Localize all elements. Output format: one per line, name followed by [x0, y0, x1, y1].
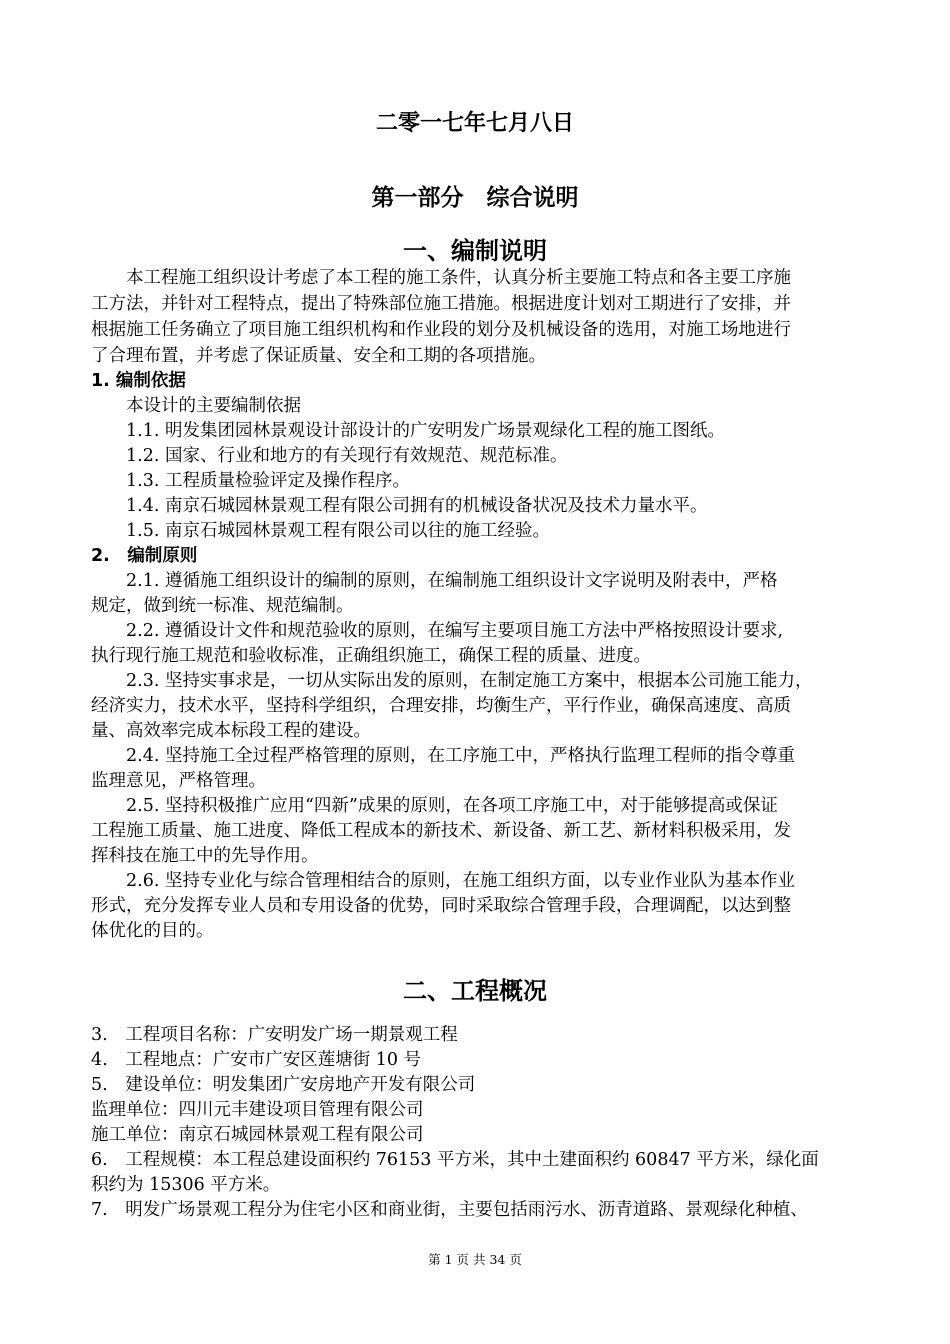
page-footer: 第 1 页 共 34 页 — [428, 1252, 522, 1267]
basis-item: 1.3. 工程质量检验评定及操作程序。 — [91, 471, 410, 491]
intro-line: 了合理布置，并考虑了保证质量、安全和工期的各项措施。 — [91, 346, 546, 366]
principle-line: 量、高效率完成本标段工程的建设。 — [91, 721, 371, 741]
overview-line: 施工单位：南京石城园林景观工程有限公司 — [91, 1125, 424, 1145]
part-heading: 第一部分 综合说明 — [371, 185, 579, 211]
section1-title: 一、编制说明 — [403, 237, 547, 265]
basis-heading: 1. 编制依据 — [91, 371, 186, 391]
basis-item: 1.5. 南京石城园林景观工程有限公司以往的施工经验。 — [91, 521, 550, 541]
principle-line: 2.5. 坚持积极推广应用“四新”成果的原则，在各项工序施工中，对于能够提高或保证 — [91, 796, 778, 816]
principle-line: 形式，充分发挥专业人员和专用设备的优势，同时采取综合管理手段，合理调配，以达到整 — [91, 896, 791, 916]
principle-line: 规定，做到统一标准、规范编制。 — [91, 596, 354, 616]
overview-line: 7. 明发广场景观工程分为住宅小区和商业街，主要包括雨污水、沥青道路、景观绿化种植、 — [91, 1200, 808, 1220]
overview-line: 积约为 15306 平方米。 — [91, 1175, 281, 1195]
overview-line: 监理单位：四川元丰建设项目管理有限公司 — [91, 1100, 424, 1120]
intro-line: 工方法，并针对工程特点，提出了特殊部位施工措施。根据进度计划对工期进行了安排，并 — [91, 294, 791, 314]
basis-item: 1.4. 南京石城园林景观工程有限公司拥有的机械设备状况及技术力量水平。 — [91, 496, 708, 516]
principle-line: 2.3. 坚持实事求是，一切从实际出发的原则，在制定施工方案中，根据本公司施工能力， — [91, 671, 813, 691]
overview-line: 4. 工程地点：广安市广安区莲塘街 10 号 — [91, 1050, 422, 1070]
intro-line: 根据施工任务确立了项目施工组织机构和作业段的划分及机械设备的选用，对施工场地进行 — [91, 320, 791, 340]
overview-line: 3. 工程项目名称：广安明发广场一期景观工程 — [91, 1025, 458, 1045]
basis-item: 1.2. 国家、行业和地方的有关现行有效规范、规范标准。 — [91, 446, 568, 466]
principle-line: 挥科技在施工中的先导作用。 — [91, 846, 319, 866]
overview-line: 5. 建设单位：明发集团广安房地产开发有限公司 — [91, 1075, 476, 1095]
date-heading: 二零一七年七月八日 — [375, 111, 574, 136]
principle-line: 2.1. 遵循施工组织设计的编制的原则，在编制施工组织设计文字说明及附表中，严格 — [91, 571, 778, 591]
principle-line: 工程施工质量、施工进度、降低工程成本的新技术、新设备、新工艺、新材料积极采用，发 — [91, 821, 791, 841]
principle-line: 执行现行施工规范和验收标准，正确组织施工，确保工程的质量、进度。 — [91, 646, 651, 666]
intro-line: 本工程施工组织设计考虑了本工程的施工条件，认真分析主要施工特点和各主要工序施 — [91, 268, 791, 288]
principle-line: 2.4. 坚持施工全过程严格管理的原则，在工序施工中，严格执行监理工程师的指令尊重 — [91, 746, 795, 766]
basis-item: 1.1. 明发集团园林景观设计部设计的广安明发广场景观绿化工程的施工图纸。 — [91, 421, 725, 441]
principle-line: 体优化的目的。 — [91, 921, 214, 941]
section2-title: 二、工程概况 — [403, 977, 547, 1005]
principle-line: 2.6. 坚持专业化与综合管理相结合的原则，在施工组织方面，以专业作业队为基本作业 — [91, 871, 795, 891]
principle-heading: 2. 编制原则 — [91, 546, 198, 566]
principle-line: 监理意见，严格管理。 — [91, 771, 266, 791]
basis-intro: 本设计的主要编制依据 — [91, 396, 301, 416]
overview-line: 6. 工程规模：本工程总建设面积约 76153 平方米，其中土建面积约 60847 平方米，绿化面 — [91, 1150, 819, 1170]
principle-line: 经济实力，技术水平，坚持科学组织，合理安排，均衡生产，平行作业，确保高速度、高质 — [91, 696, 791, 716]
principle-line: 2.2. 遵循设计文件和规范验收的原则，在编写主要项目施工方法中严格按照设计要求, — [91, 621, 784, 641]
